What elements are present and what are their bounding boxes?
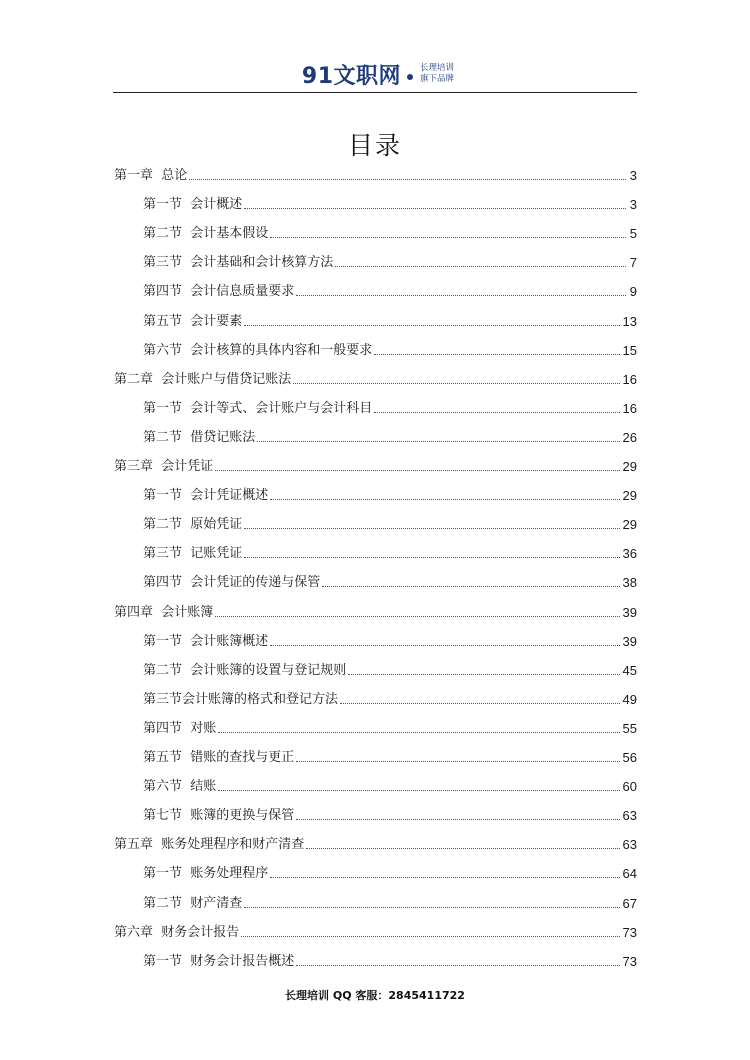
dot-leader xyxy=(296,761,619,762)
toc-section-row[interactable] xyxy=(143,775,637,795)
toc-page-number: 63 xyxy=(622,837,637,852)
toc-chapter-row[interactable] xyxy=(114,921,637,941)
dot-leader xyxy=(244,528,619,529)
toc-section-row[interactable] xyxy=(143,542,637,562)
toc-entry-label: 第二节 原始凭证 xyxy=(143,517,243,532)
toc-section-row[interactable] xyxy=(143,280,637,300)
toc-entry-label: 第一节 会计账簿概述 xyxy=(143,634,269,649)
toc-entry-label: 第二节 会计基本假设 xyxy=(143,226,269,241)
toc-entry-label: 第一节 财务会计报告概述 xyxy=(143,954,295,969)
toc-page-number: 39 xyxy=(622,634,637,649)
dot-leader xyxy=(215,616,619,617)
dot-leader xyxy=(293,383,619,384)
toc-entry-label: 第三节会计账簿的格式和登记方法 xyxy=(143,692,339,707)
dot-leader xyxy=(215,470,619,471)
logo-text: 91文职网 xyxy=(301,63,402,89)
toc-page-number: 49 xyxy=(622,692,637,707)
toc-entry-label: 第六节 会计核算的具体内容和一般要求 xyxy=(143,343,373,358)
toc-entry-label: 第二章 会计账户与借贷记账法 xyxy=(114,372,292,387)
toc-section-row[interactable] xyxy=(143,630,637,650)
toc-section-row[interactable] xyxy=(143,862,637,882)
logo-dot-icon xyxy=(407,74,413,80)
toc-page-number: 7 xyxy=(629,255,637,270)
toc-page-number: 60 xyxy=(622,779,637,794)
toc-page-number: 38 xyxy=(622,575,637,590)
dot-leader xyxy=(270,645,619,646)
toc-entry-label: 第一节 会计凭证概述 xyxy=(143,488,269,503)
toc-page-number: 64 xyxy=(622,866,637,881)
toc-page-number: 5 xyxy=(629,226,637,241)
toc-chapter-row[interactable] xyxy=(114,368,637,388)
toc-section-row[interactable] xyxy=(143,804,637,824)
toc-entry-label: 第六节 结账 xyxy=(143,779,217,794)
dot-leader xyxy=(270,237,626,238)
toc-page-number: 36 xyxy=(622,546,637,561)
toc-entry-label: 第二节 借贷记账法 xyxy=(143,430,256,445)
toc-page-number: 16 xyxy=(622,401,637,416)
dot-leader xyxy=(335,266,626,267)
dot-leader xyxy=(218,790,619,791)
dot-leader xyxy=(244,208,626,209)
dot-leader xyxy=(270,877,619,878)
page-title: 目录 xyxy=(347,131,402,160)
toc-entry-label: 第五节 错账的查找与更正 xyxy=(143,750,295,765)
toc-page-number: 13 xyxy=(622,314,637,329)
toc-entry-label: 第四章 会计账簿 xyxy=(114,605,214,620)
toc-entry-label: 第一章 总论 xyxy=(114,168,188,183)
toc-entry-label: 第四节 会计信息质量要求 xyxy=(143,284,295,299)
toc-section-row[interactable] xyxy=(143,426,637,446)
toc-page-number: 9 xyxy=(629,284,637,299)
toc-section-row[interactable] xyxy=(143,222,637,242)
toc-chapter-row[interactable] xyxy=(114,601,637,621)
toc-section-row[interactable] xyxy=(143,717,637,737)
toc-entry-label: 第四节 会计凭证的传递与保管 xyxy=(143,575,321,590)
header-divider xyxy=(113,92,637,93)
toc-section-row[interactable] xyxy=(143,688,637,708)
dot-leader xyxy=(306,848,619,849)
brand-logo xyxy=(302,59,454,90)
toc-chapter-row[interactable] xyxy=(114,455,637,475)
dot-leader xyxy=(296,965,619,966)
toc-section-row[interactable] xyxy=(143,310,637,330)
toc-page-number: 73 xyxy=(622,954,637,969)
dot-leader xyxy=(322,586,619,587)
footer: 长理培训 QQ 客服：2845411722 xyxy=(285,989,465,1002)
toc-entry-label: 第五章 账务处理程序和财产清查 xyxy=(114,837,305,852)
toc-page-number: 29 xyxy=(622,488,637,503)
toc-page-number: 16 xyxy=(622,372,637,387)
dot-leader xyxy=(244,907,619,908)
toc-entry-label: 第一节 会计概述 xyxy=(143,197,243,212)
toc-entry-label: 第一节 会计等式、会计账户与会计科目 xyxy=(143,401,373,416)
dot-leader xyxy=(296,819,619,820)
toc-page-number: 56 xyxy=(622,750,637,765)
dot-leader xyxy=(244,325,619,326)
dot-leader xyxy=(218,732,619,733)
dot-leader xyxy=(241,936,619,937)
toc-page-number: 63 xyxy=(622,808,637,823)
dot-leader xyxy=(244,557,619,558)
toc-section-row[interactable] xyxy=(143,193,637,213)
logo-sub-line2: 旗下品牌 xyxy=(420,74,455,84)
dot-leader xyxy=(257,441,619,442)
dot-leader xyxy=(374,354,619,355)
toc-entry-label: 第七节 账簿的更换与保管 xyxy=(143,808,295,823)
dot-leader xyxy=(270,499,619,500)
toc-page-number: 45 xyxy=(622,663,637,678)
toc-entry-label: 第一节 账务处理程序 xyxy=(143,866,269,881)
toc-section-row[interactable] xyxy=(143,339,637,359)
toc-entry-label: 第二节 会计账簿的设置与登记规则 xyxy=(143,663,347,678)
toc-entry-label: 第五节 会计要素 xyxy=(143,314,243,329)
toc-entry-label: 第三节 记账凭证 xyxy=(143,546,243,561)
toc-section-row[interactable] xyxy=(143,950,637,970)
toc-page-number: 15 xyxy=(622,343,637,358)
toc-section-row[interactable] xyxy=(143,571,637,591)
toc-entry-label: 第三节 会计基础和会计核算方法 xyxy=(143,255,334,270)
toc-section-row[interactable] xyxy=(143,251,637,271)
logo-sub-line1: 长理培训 xyxy=(420,63,455,73)
dot-leader xyxy=(340,703,620,704)
dot-leader xyxy=(189,179,626,180)
toc-page-number: 55 xyxy=(622,721,637,736)
toc-page-number: 39 xyxy=(622,605,637,620)
toc-section-row[interactable] xyxy=(143,746,637,766)
dot-leader xyxy=(296,295,626,296)
dot-leader xyxy=(348,674,619,675)
logo-subtitle xyxy=(420,63,454,85)
toc-entry-label: 第二节 财产清查 xyxy=(143,896,243,911)
toc-page-number: 73 xyxy=(622,925,637,940)
toc-chapter-row[interactable] xyxy=(114,164,637,184)
header xyxy=(0,58,750,90)
toc-chapter-row[interactable] xyxy=(114,833,637,853)
dot-leader xyxy=(374,412,619,413)
toc-section-row[interactable] xyxy=(143,513,637,533)
toc-page-number: 3 xyxy=(629,168,637,183)
toc-section-row[interactable] xyxy=(143,397,637,417)
toc-entry-label: 第六章 财务会计报告 xyxy=(114,925,240,940)
toc-page-number: 3 xyxy=(629,197,637,212)
toc-page-number: 29 xyxy=(622,459,637,474)
toc-page-number: 26 xyxy=(622,430,637,445)
toc-entry-label: 第三章 会计凭证 xyxy=(114,459,214,474)
toc-page-number: 67 xyxy=(622,896,637,911)
toc-page-number: 29 xyxy=(622,517,637,532)
toc-section-row[interactable] xyxy=(143,659,637,679)
toc-section-row[interactable] xyxy=(143,484,637,504)
toc-section-row[interactable] xyxy=(143,892,637,912)
toc-entry-label: 第四节 对账 xyxy=(143,721,217,736)
